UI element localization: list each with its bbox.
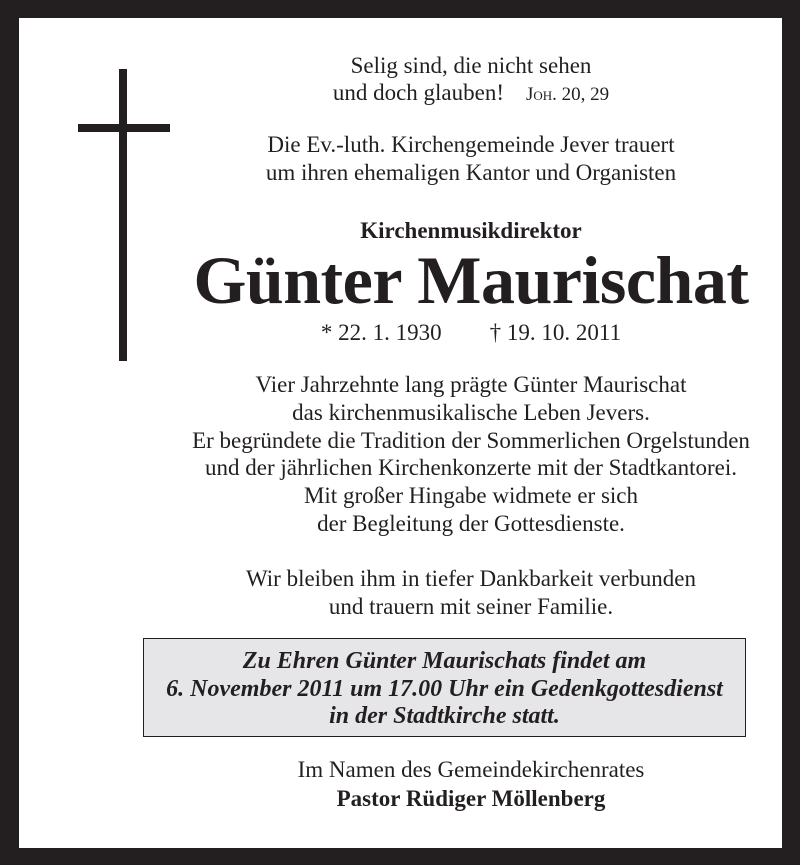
cross-icon-bar (78, 124, 170, 132)
death-date: † 19. 10. 2011 (489, 320, 622, 345)
closing-line: und trauern mit seiner Familie. (328, 594, 614, 619)
verse-line-2 (171, 79, 771, 109)
signature-name: Pastor Rüdiger Möllenberg (336, 786, 606, 811)
body-line: Er begründete die Tradition der Sommerlichen Orgelstunden (192, 428, 750, 453)
life-dates (171, 319, 771, 347)
notice-line: Zu Ehren Günter Maurischats findet am (242, 648, 647, 674)
body-line: das kirchenmusikalische Leben Jevers. (292, 400, 650, 425)
cross-icon (119, 69, 127, 361)
body-line: Mit großer Hingabe widmete er sich (303, 483, 639, 508)
deceased-title: Kirchenmusikdirektor (360, 218, 582, 243)
deceased-name: Günter Maurischat (193, 242, 749, 318)
intro-line: Die Ev.-luth. Kirchengemeinde Jever trauert (267, 132, 675, 157)
birth-date: * 22. 1. 1930 (320, 320, 442, 345)
notice-line: 6. November 2011 um 17.00 Uhr ein Gedenkgottesdienst (166, 676, 723, 702)
verse-reference: Joh. 20, 29 (526, 84, 610, 105)
body-line: und der jährlichen Kirchenkonzerte mit der Stadtkantorei. (205, 455, 737, 480)
verse-line-1: Selig sind, die nicht sehen (350, 53, 592, 78)
signature-line: Im Namen des Gemeindekirchenrates (297, 757, 645, 782)
closing-line: Wir bleiben ihm in tiefer Dankbarkeit verbunden (246, 566, 696, 591)
verse-text: und doch glauben! (332, 80, 504, 105)
memorial-service-notice (143, 638, 746, 737)
body-line: Vier Jahrzehnte lang prägte Günter Maurischat (255, 372, 687, 397)
obituary-notice (19, 18, 782, 848)
intro-line: um ihren ehemaligen Kantor und Organisten (265, 160, 677, 185)
body-line: der Begleitung der Gottesdienste. (317, 511, 625, 536)
notice-line: in der Stadtkirche statt. (329, 703, 560, 729)
